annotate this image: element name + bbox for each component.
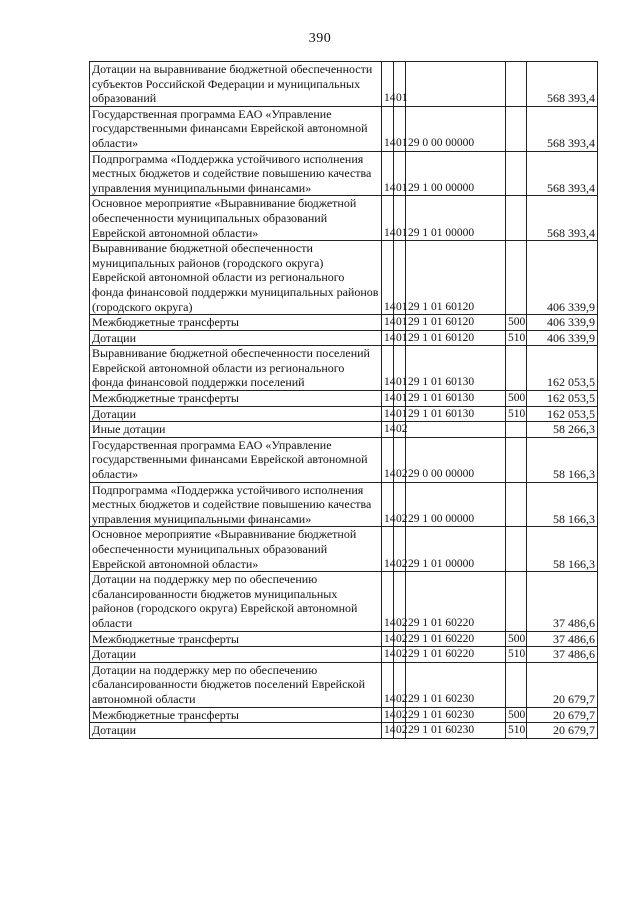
- row-amount-cell: 568 393,4: [527, 151, 598, 196]
- row-name-cell: Дотации на поддержку мер по обеспечению сбалансированности бюджетов муниципальных районов (городского округа) Еврейской автономной области: [90, 572, 382, 631]
- row-expense-type-code: 510: [506, 647, 527, 663]
- row-target-article-code: 29 1 00 00000: [406, 151, 506, 196]
- row-subsection-code: 01: [394, 196, 406, 241]
- row-expense-type-code: [506, 62, 527, 107]
- row-name-cell: Межбюджетные трансферты: [90, 315, 382, 331]
- row-name-cell: Иные дотации: [90, 422, 382, 438]
- row-section-code: 14: [382, 723, 394, 739]
- row-target-article-code: 29 0 00 00000: [406, 106, 506, 151]
- row-amount-cell: 406 339,9: [527, 241, 598, 315]
- row-expense-type-code: 500: [506, 391, 527, 407]
- row-subsection-code: 02: [394, 662, 406, 707]
- table-row: [90, 631, 598, 647]
- row-subsection-code: 02: [394, 527, 406, 572]
- row-subsection-code: 01: [394, 406, 406, 422]
- table-row: [90, 572, 598, 631]
- row-target-article-code: 29 1 01 60220: [406, 647, 506, 663]
- row-amount-cell: 37 486,6: [527, 647, 598, 663]
- row-section-code: 14: [382, 62, 394, 107]
- row-target-article-code: 29 1 01 60220: [406, 572, 506, 631]
- row-amount-cell: 568 393,4: [527, 196, 598, 241]
- table-row: [90, 482, 598, 527]
- row-name-cell: Межбюджетные трансферты: [90, 631, 382, 647]
- row-name-cell: Подпрограмма «Поддержка устойчивого исполнения местных бюджетов и содействие повышению качества управления муниципальными финансами»: [90, 482, 382, 527]
- row-section-code: 14: [382, 631, 394, 647]
- row-target-article-code: 29 1 01 60120: [406, 241, 506, 315]
- row-subsection-code: 02: [394, 723, 406, 739]
- row-section-code: 14: [382, 391, 394, 407]
- row-name-cell: Подпрограмма «Поддержка устойчивого исполнения местных бюджетов и содействие повышению качества управления муниципальными финансами»: [90, 151, 382, 196]
- table-row: [90, 391, 598, 407]
- row-expense-type-code: [506, 106, 527, 151]
- row-name-cell: Государственная программа ЕАО «Управление государственными финансами Еврейской автономной области»: [90, 106, 382, 151]
- table-row: [90, 106, 598, 151]
- row-amount-cell: 162 053,5: [527, 346, 598, 391]
- row-subsection-code: 01: [394, 106, 406, 151]
- table-row: [90, 422, 598, 438]
- row-name-cell: Государственная программа ЕАО «Управление государственными финансами Еврейской автономной области»: [90, 437, 382, 482]
- row-target-article-code: 29 1 01 60220: [406, 631, 506, 647]
- row-amount-cell: 58 166,3: [527, 437, 598, 482]
- row-target-article-code: 29 1 01 60120: [406, 315, 506, 331]
- row-expense-type-code: 500: [506, 707, 527, 723]
- row-name-cell: Дотации: [90, 330, 382, 346]
- row-amount-cell: 58 166,3: [527, 527, 598, 572]
- row-target-article-code: 29 1 01 00000: [406, 527, 506, 572]
- row-expense-type-code: [506, 527, 527, 572]
- row-expense-type-code: [506, 346, 527, 391]
- table-row: [90, 406, 598, 422]
- table-row: [90, 62, 598, 107]
- row-name-cell: Дотации: [90, 723, 382, 739]
- row-expense-type-code: [506, 437, 527, 482]
- row-section-code: 14: [382, 662, 394, 707]
- row-name-cell: Дотации: [90, 647, 382, 663]
- budget-table-body: [90, 62, 598, 739]
- row-section-code: 14: [382, 106, 394, 151]
- row-target-article-code: [406, 422, 506, 438]
- row-target-article-code: 29 1 01 60130: [406, 346, 506, 391]
- row-name-cell: Межбюджетные трансферты: [90, 391, 382, 407]
- row-subsection-code: 01: [394, 62, 406, 107]
- row-subsection-code: 02: [394, 647, 406, 663]
- table-row: [90, 527, 598, 572]
- row-subsection-code: 02: [394, 422, 406, 438]
- row-amount-cell: 20 679,7: [527, 662, 598, 707]
- row-section-code: 14: [382, 707, 394, 723]
- row-name-cell: Основное мероприятие «Выравнивание бюджетной обеспеченности муниципальных образований Еврейской автономной области»: [90, 527, 382, 572]
- row-expense-type-code: [506, 196, 527, 241]
- row-amount-cell: 37 486,6: [527, 631, 598, 647]
- row-name-cell: Дотации: [90, 406, 382, 422]
- row-subsection-code: 02: [394, 707, 406, 723]
- row-amount-cell: 20 679,7: [527, 723, 598, 739]
- row-section-code: 14: [382, 196, 394, 241]
- table-row: [90, 330, 598, 346]
- row-expense-type-code: [506, 662, 527, 707]
- row-target-article-code: 29 1 00 00000: [406, 482, 506, 527]
- row-section-code: 14: [382, 315, 394, 331]
- row-subsection-code: 01: [394, 391, 406, 407]
- row-subsection-code: 01: [394, 151, 406, 196]
- row-name-cell: Дотации на выравнивание бюджетной обеспеченности субъектов Российской Федерации и муниципальных образований: [90, 62, 382, 107]
- row-target-article-code: [406, 62, 506, 107]
- row-expense-type-code: [506, 151, 527, 196]
- row-expense-type-code: [506, 422, 527, 438]
- row-section-code: 14: [382, 422, 394, 438]
- row-target-article-code: 29 1 01 60230: [406, 723, 506, 739]
- row-section-code: 14: [382, 330, 394, 346]
- row-name-cell: Дотации на поддержку мер по обеспечению сбалансированности бюджетов поселений Еврейской автономной области: [90, 662, 382, 707]
- table-row: [90, 437, 598, 482]
- row-target-article-code: 29 1 01 00000: [406, 196, 506, 241]
- row-subsection-code: 01: [394, 346, 406, 391]
- row-section-code: 14: [382, 527, 394, 572]
- row-amount-cell: 568 393,4: [527, 106, 598, 151]
- row-name-cell: Основное мероприятие «Выравнивание бюджетной обеспеченности муниципальных образований Еврейской автономной области»: [90, 196, 382, 241]
- row-target-article-code: 29 1 01 60130: [406, 406, 506, 422]
- row-expense-type-code: 510: [506, 406, 527, 422]
- row-subsection-code: 02: [394, 482, 406, 527]
- table-row: [90, 151, 598, 196]
- table-row: [90, 315, 598, 331]
- row-subsection-code: 02: [394, 572, 406, 631]
- table-row: [90, 196, 598, 241]
- row-name-cell: Выравнивание бюджетной обеспеченности муниципальных районов (городского округа) Еврейской автономной области из регионального фонда финансовой поддержки муниципальных районов (городского округа): [90, 241, 382, 315]
- row-section-code: 14: [382, 241, 394, 315]
- budget-table: [89, 61, 598, 739]
- row-target-article-code: 29 1 01 60130: [406, 391, 506, 407]
- row-section-code: 14: [382, 151, 394, 196]
- row-amount-cell: 58 166,3: [527, 482, 598, 527]
- table-row: [90, 346, 598, 391]
- row-expense-type-code: 510: [506, 723, 527, 739]
- row-target-article-code: 29 0 00 00000: [406, 437, 506, 482]
- row-expense-type-code: 510: [506, 330, 527, 346]
- row-section-code: 14: [382, 406, 394, 422]
- row-section-code: 14: [382, 346, 394, 391]
- row-subsection-code: 01: [394, 315, 406, 331]
- table-row: [90, 662, 598, 707]
- row-subsection-code: 01: [394, 330, 406, 346]
- row-subsection-code: 02: [394, 631, 406, 647]
- row-amount-cell: 162 053,5: [527, 406, 598, 422]
- row-expense-type-code: [506, 482, 527, 527]
- row-target-article-code: 29 1 01 60230: [406, 707, 506, 723]
- row-section-code: 14: [382, 437, 394, 482]
- table-row: [90, 241, 598, 315]
- row-name-cell: Выравнивание бюджетной обеспеченности поселений Еврейской автономной области из регионального фонда финансовой поддержки поселений: [90, 346, 382, 391]
- row-amount-cell: 37 486,6: [527, 572, 598, 631]
- table-row: [90, 707, 598, 723]
- row-expense-type-code: 500: [506, 631, 527, 647]
- row-subsection-code: 02: [394, 437, 406, 482]
- row-target-article-code: 29 1 01 60120: [406, 330, 506, 346]
- row-amount-cell: 568 393,4: [527, 62, 598, 107]
- row-amount-cell: 58 266,3: [527, 422, 598, 438]
- row-section-code: 14: [382, 572, 394, 631]
- row-expense-type-code: [506, 241, 527, 315]
- row-amount-cell: 162 053,5: [527, 391, 598, 407]
- table-row: [90, 723, 598, 739]
- page-number: 390: [308, 31, 332, 46]
- row-subsection-code: 01: [394, 241, 406, 315]
- row-amount-cell: 20 679,7: [527, 707, 598, 723]
- row-name-cell: Межбюджетные трансферты: [90, 707, 382, 723]
- row-section-code: 14: [382, 647, 394, 663]
- row-amount-cell: 406 339,9: [527, 315, 598, 331]
- table-row: [90, 647, 598, 663]
- row-expense-type-code: [506, 572, 527, 631]
- row-section-code: 14: [382, 482, 394, 527]
- row-amount-cell: 406 339,9: [527, 330, 598, 346]
- row-target-article-code: 29 1 01 60230: [406, 662, 506, 707]
- row-expense-type-code: 500: [506, 315, 527, 331]
